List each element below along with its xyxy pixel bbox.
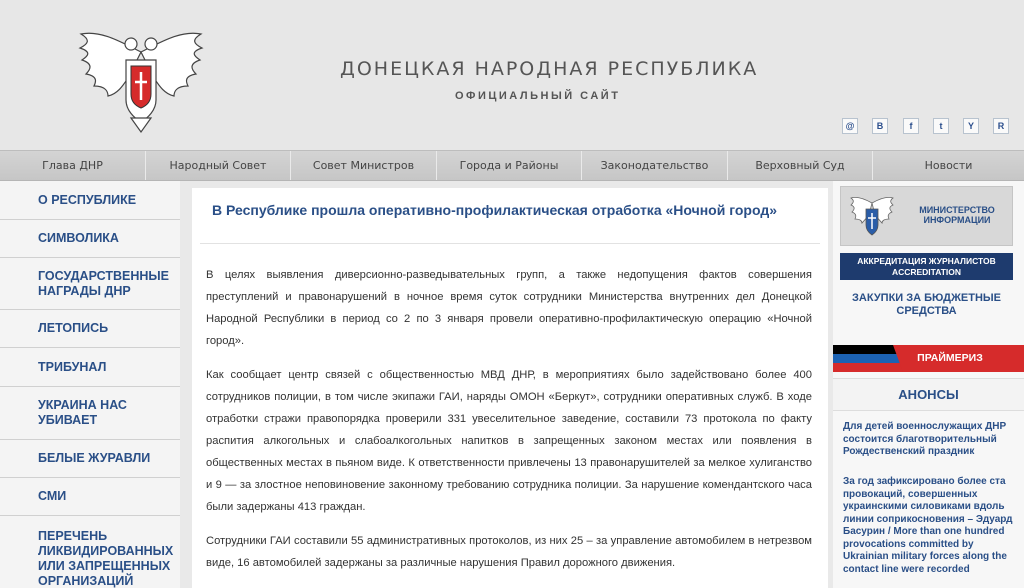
ministry-banner[interactable] — [840, 186, 1013, 246]
anonsy-heading: АНОНСЫ — [833, 378, 1024, 411]
sidebar-item-o-respublike[interactable]: О РЕСПУБЛИКЕ — [0, 181, 180, 220]
rss-icon[interactable]: R — [993, 118, 1009, 134]
sidebar-item-ukraina-nas-ubivaet[interactable]: УКРАИНА НАС УБИВАЕТ — [0, 387, 180, 440]
site-subtitle: ОФИЦИАЛЬНЫЙ САЙТ — [455, 90, 621, 102]
coat-of-arms-icon[interactable] — [76, 22, 206, 134]
sidebar-item-simvolika[interactable]: СИМВОЛИКА — [0, 220, 180, 258]
ministry-label: МИНИСТЕРСТВО ИНФОРМАЦИИ — [919, 205, 995, 225]
accreditation-button[interactable]: АККРЕДИТАЦИЯ ЖУРНАЛИСТОВ ACCREDITATION — [840, 253, 1013, 280]
article-title: В Республике прошла оперативно-профилактическая отработка «Ночной город» — [212, 202, 778, 218]
zakupki-link[interactable]: ЗАКУПКИ ЗА БЮДЖЕТНЫЕ СРЕДСТВА — [852, 292, 1001, 317]
nav-sovet-ministrov[interactable]: Совет Министров — [291, 151, 437, 180]
primeriz-label: ПРАЙМЕРИЗ — [917, 352, 983, 364]
article-paragraph: Как сообщает центр связей с общественностью МВД ДНР, в мероприятиях было задействовано более 400 сотрудников полиции, в том числе экипажи ГАИ, наряды ОМОН «Беркут», сотрудники оперативных служб. В ходе отработки стражи правопорядка проверили 331 увеселительное заведение, составили 73 протокола по факту распития алкогольных и слабоалкогольных напитков в запрещенных законом местах или появления в общественных местах в пьяном виде. К ответственности привлечены 13 правонарушителей за мелкое хулиганство и 9 — за злостное неповиновение законному требованию сотрудника полиции. За нарушение комендантского часа были задержаны 413 граждан. — [206, 369, 812, 513]
sidebar-item-tribunal[interactable]: ТРИБУНАЛ — [0, 348, 180, 387]
sidebar-item-nagrady[interactable]: ГОСУДАРСТВЕННЫЕ НАГРАДЫ ДНР — [0, 258, 180, 310]
site-title[interactable]: ДОНЕЦКАЯ НАРОДНАЯ РЕСПУБЛИКА — [340, 58, 759, 80]
sidebar-item-letopis[interactable]: ЛЕТОПИСЬ — [0, 310, 180, 348]
sidebar-item-smi[interactable]: СМИ — [0, 478, 180, 516]
left-sidebar — [0, 181, 180, 588]
twitter-icon[interactable]: t — [933, 118, 949, 134]
site-header — [0, 0, 1024, 150]
nav-goroda-i-rayony[interactable]: Города и Районы — [437, 151, 582, 180]
nav-verkhovny-sud[interactable]: Верховный Суд — [728, 151, 873, 180]
sidebar-item-perechen[interactable]: ПЕРЕЧЕНЬ ЛИКВИДИРОВАННЫХ ИЛИ ЗАПРЕЩЕННЫХ ОРГАНИЗАЦИЙ — [38, 529, 174, 588]
nav-glava-dnr[interactable]: Глава ДНР — [0, 151, 146, 180]
anons-item[interactable]: За год зафиксировано более ста провокаций, совершенных украинскими силовиками вдоль линии соприкосновения – Эдуард Басурин / More than one hundred provocations committed by Ukrainian military forces along the contact line were recorded — [843, 476, 1013, 575]
ministry-emblem-icon — [849, 193, 895, 239]
blog-icon[interactable]: B — [872, 118, 888, 134]
anons-item[interactable]: Для детей военнослужащих ДНР состоится благотворительный Рождественский праздник — [843, 421, 1007, 457]
top-navigation — [0, 150, 1024, 181]
article — [192, 188, 828, 588]
facebook-icon[interactable]: f — [903, 118, 919, 134]
divider — [200, 243, 820, 244]
email-icon[interactable]: @ — [842, 118, 858, 134]
article-paragraph: Сотрудники ГАИ составили 55 административных протоколов, из них 25 – за управление автомобилем в нетрезвом виде, 16 автомобилей задержаны за различные нарушения Правил дорожного движения. — [206, 535, 812, 569]
nav-novosti[interactable]: Новости — [924, 159, 973, 172]
youtube-icon[interactable]: Y — [963, 118, 979, 134]
sidebar-item-belye-zhuravli[interactable]: БЕЛЫЕ ЖУРАВЛИ — [0, 440, 180, 478]
nav-zakonodatelstvo[interactable]: Законодательство — [582, 151, 728, 180]
article-paragraph: В целях выявления диверсионно-разведывательных групп, а также недопущения фактов совершения преступлений и правонарушений в ночное время суток сотрудники Министерства внутренних дел Донецкой Народной Республики в период со 2 по 3 января провели оперативно-профилактическую операцию «Ночной город». — [206, 269, 812, 347]
nav-narodny-sovet[interactable]: Народный Совет — [146, 151, 291, 180]
